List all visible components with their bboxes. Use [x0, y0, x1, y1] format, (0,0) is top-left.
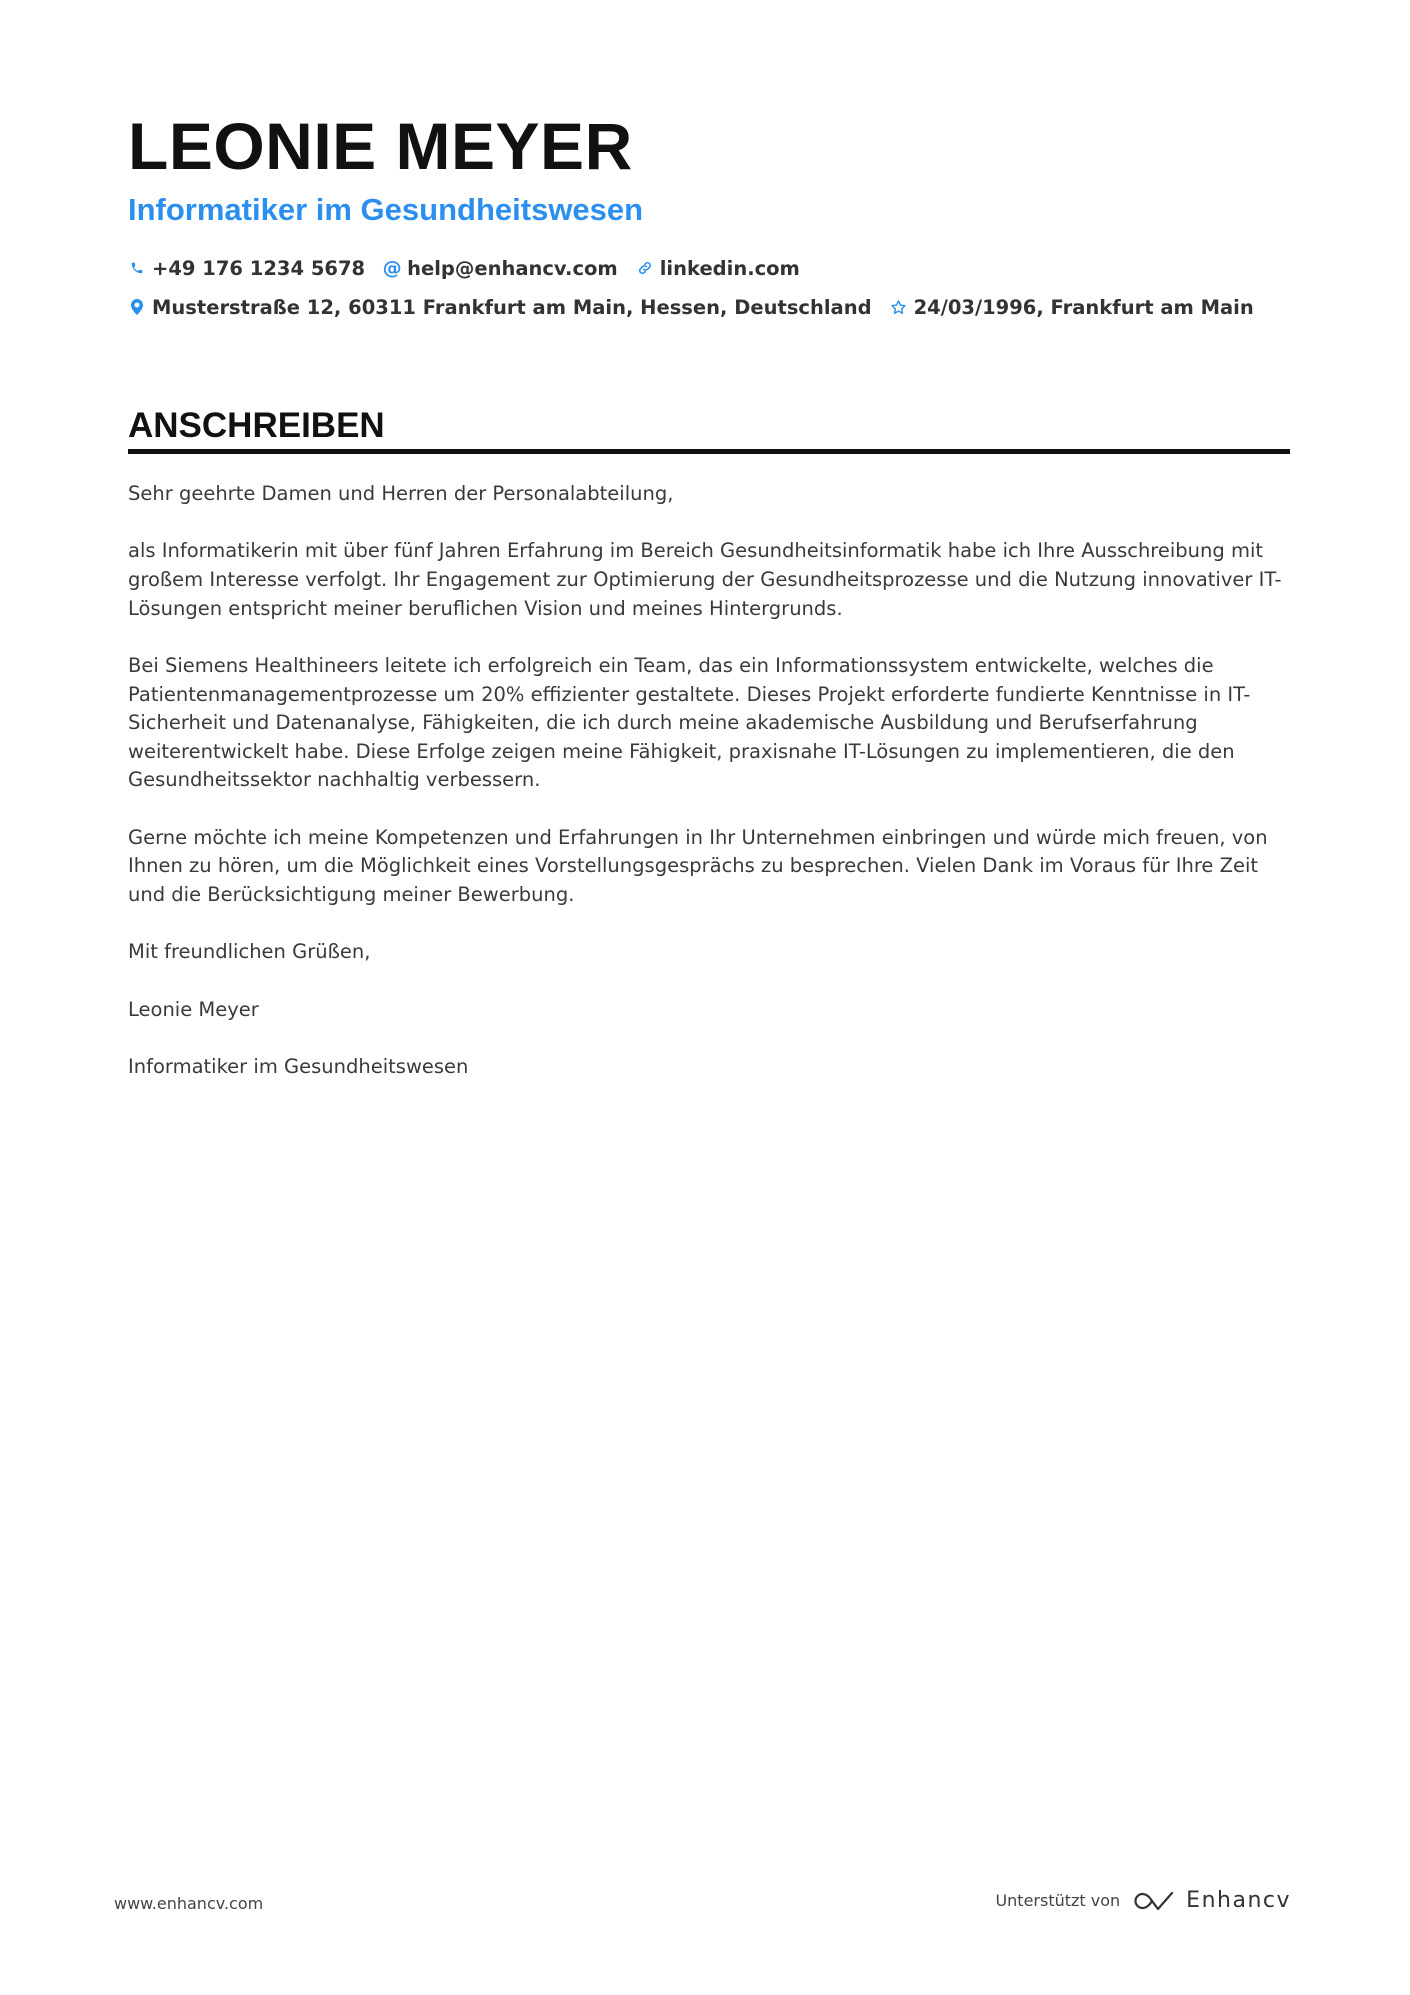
contact-address — [128, 296, 872, 319]
at-icon: @ — [382, 257, 402, 279]
phone-icon — [128, 257, 146, 279]
footer-branding[interactable] — [995, 1888, 1291, 1913]
enhancv-logo-icon — [1132, 1889, 1178, 1913]
applicant-title: Informatiker im Gesundheitswesen — [128, 192, 644, 227]
birth-text: 24/03/1996, Frankfurt am Main — [913, 295, 1254, 319]
address-text: Musterstraße 12, 60311 Frankfurt am Main, Hessen, Deutschland — [152, 295, 872, 319]
letter-paragraph-1: als Informatikerin mit über fünf Jahren Erfahrung im Bereich Gesundheitsinformatik habe ich Ihre Ausschreibung mit großem Interesse verfolgt. Ihr Engagement zur Optimierung der Gesundheitsprozesse und die Nutzung innovativer IT-Lösungen entspricht meiner beruflichen Vision und meines Hintergrunds. — [128, 539, 1282, 620]
star-icon — [890, 296, 908, 318]
letter-closing: Mit freundlichen Grüßen, — [128, 940, 371, 964]
contact-email[interactable] — [383, 257, 618, 280]
location-pin-icon — [128, 296, 146, 318]
email-text[interactable]: help@enhancv.com — [407, 256, 618, 280]
contact-row-primary — [128, 254, 818, 282]
contact-row-secondary — [128, 293, 1272, 321]
enhancv-logo[interactable] — [1132, 1888, 1291, 1913]
signature-name: Leonie Meyer — [128, 997, 259, 1021]
contact-birth — [890, 296, 1254, 319]
letter-paragraph-2: Bei Siemens Healthineers leitete ich erfolgreich ein Team, das ein Informationssystem entwickelte, welches die Patientenmanagementprozesse um 20% effizienter gestaltete. Dieses Projekt erforderte fundierte Kenntnisse in IT-Sicherheit und Datenanalyse, Fähigkeiten, die ich durch meine akademische Ausbildung und Berufserfahrung weiterentwickelt habe. Diese Erfolge zeigen meine Fähigkeit, praxisnahe IT-Lösungen zu implementieren, die den Gesundheitssektor nachhaltig verbessern. — [128, 653, 1251, 792]
letter-body — [128, 480, 1293, 1110]
footer-website-link[interactable]: www.enhancv.com — [114, 1894, 264, 1913]
phone-text: +49 176 1234 5678 — [152, 256, 366, 280]
section-title: ANSCHREIBEN — [128, 406, 385, 445]
signature-title: Informatiker im Gesundheitswesen — [128, 1055, 469, 1079]
linkedin-text[interactable]: linkedin.com — [659, 256, 800, 280]
applicant-name: LEONIE MEYER — [128, 109, 633, 183]
letter-paragraph-3: Gerne möchte ich meine Kompetenzen und Erfahrungen in Ihr Unternehmen einbringen und würde mich freuen, von Ihnen zu hören, um die Möglichkeit eines Vorstellungsgesprächs zu besprechen. Vielen Dank im Voraus für Ihre Zeit und die Berücksichtigung meiner Bewerbung. — [128, 825, 1268, 906]
contact-linkedin[interactable] — [636, 257, 800, 280]
section-divider — [128, 449, 1290, 454]
enhancv-brand-name: Enhancv — [1186, 1888, 1291, 1913]
powered-by-text: Unterstützt von — [995, 1891, 1121, 1910]
link-icon — [636, 257, 654, 279]
letter-salutation: Sehr geehrte Damen und Herren der Personalabteilung, — [128, 482, 674, 505]
contact-phone — [128, 257, 365, 280]
